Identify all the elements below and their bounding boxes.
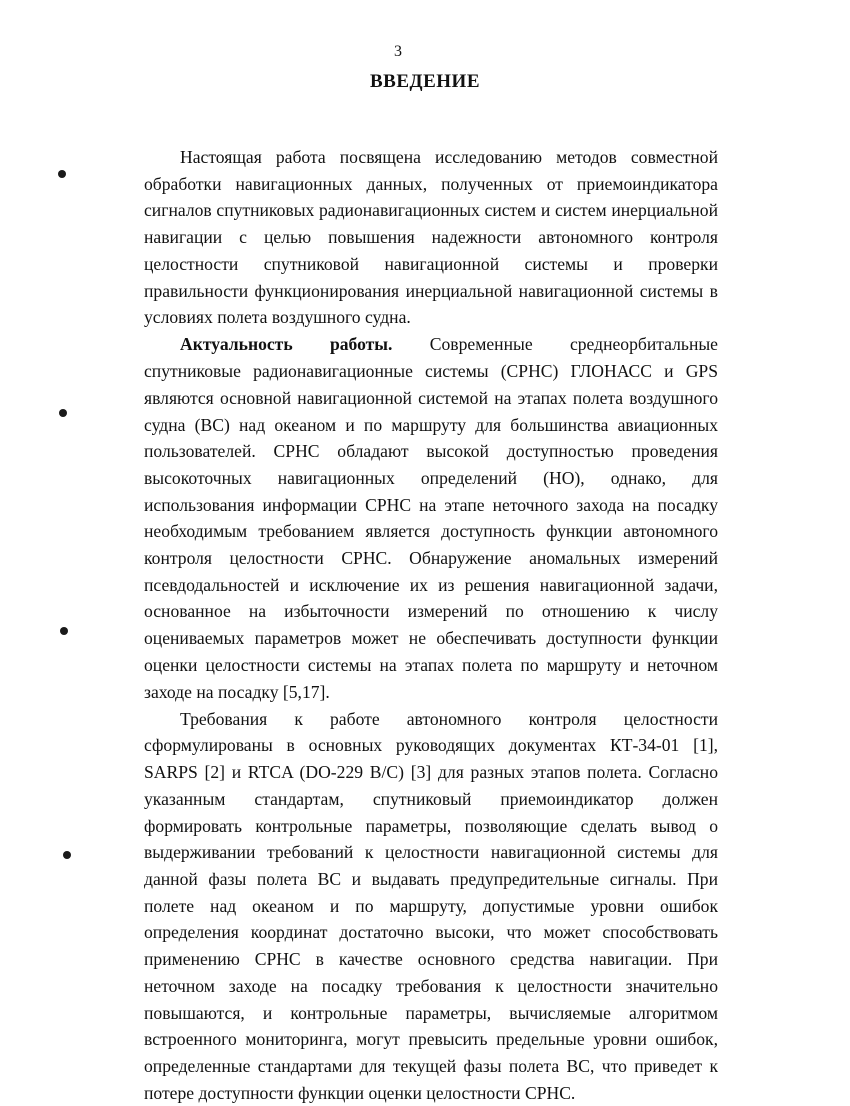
body-text	[144, 144, 718, 1106]
paragraph-relevance	[144, 331, 718, 705]
paragraph-intro: Настоящая работа посвящена исследованию методов совместной обработки навигационных данных, полученных от приемоиндикатора сигналов спутниковых радионавигационных систем и систем инерциальной навигации с целью повышения надежности автономного контроля целостности спутниковой навигационной системы и проверки правильности функционирования инерциальной навигационной системы в условиях полета воздушного судна.	[144, 147, 718, 328]
page-number: 3	[394, 43, 402, 60]
relevance-heading: Актуальность работы.	[180, 334, 393, 355]
binding-hole-mark	[63, 851, 71, 859]
binding-hole-mark	[58, 170, 66, 178]
binding-hole-mark	[60, 627, 68, 635]
paragraph-requirements: Требования к работе автономного контроля целостности сформулированы в основных руководящих документах КТ-34-01 [1], SARPS [2] и RTCA (DO-229 B/C) [3] для разных этапов полета. Согласно указанным стандартам, спутниковый приемоиндикатор должен формировать контрольные параметры, позволяющие сделать вывод о выдерживании требований к целостности навигационной системы для данной фазы полета ВС и выдавать предупредительные сигналы. При полете над океаном и по маршруту, допустимые уровни ошибок определения координат достаточно высоки, что может способствовать применению СРНС в качестве основного средства навигации. При неточном заходе на посадку требования к целостности значительно повышаются, и контрольные параметры, вычисляемые алгоритмом встроенного мониторинга, могут превысить предельные уровни ошибок, определенные стандартами для текущей фазы полета ВС, что приведет к потере доступности функции оценки целостности СРНС.	[144, 708, 718, 1103]
relevance-text: Современные среднеорбитальные спутниковые радионавигационные системы (СРНС) ГЛОНАСС и GPS являются основной навигационной системой на этапах полета воздушного судна (ВС) над океаном и по маршруту для большинства авиационных пользователей. СРНС обладают высокой доступностью проведения высокоточных навигационных определений (НО), однако, для использования информации СРНС на этапе неточного захода на посадку необходимым требованием является доступность функции автономного контроля целостности СРНС. Обнаружение аномальных измерений псевдодальностей и исключение их из решения навигационной задачи, основанное на избыточности измерений по отношению к числу оцениваемых параметров может не обеспечивать доступности функции оценки целостности системы на этапах полета по маршруту и неточном заходе на посадку [5,17].	[144, 334, 718, 702]
binding-hole-mark	[59, 409, 67, 417]
page-heading: ВВЕДЕНИЕ	[370, 71, 480, 92]
